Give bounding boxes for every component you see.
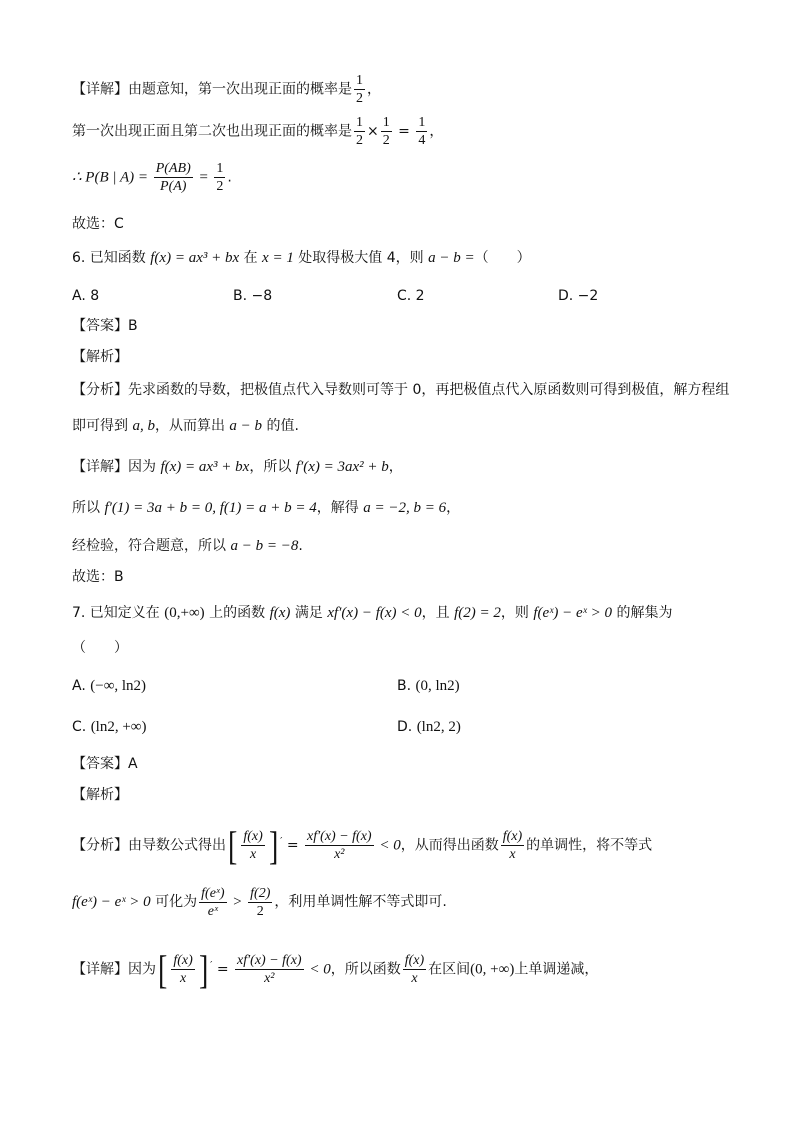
bracket-right: ]	[198, 946, 209, 992]
answer-tag: 【答案】	[72, 318, 128, 334]
text: ，则	[500, 605, 534, 621]
q7-analysis-heading: 【解析】	[72, 787, 128, 803]
formula: f(x)	[269, 605, 291, 621]
formula: (0,+∞)	[164, 605, 205, 621]
fraction: $\frac{1}{2}$	[356, 115, 363, 148]
text: 由导数公式得出	[128, 837, 226, 854]
text: 即可得到	[72, 418, 133, 434]
detail-line-3	[72, 160, 232, 195]
detail-tag: 【详解】	[72, 81, 128, 98]
text: 的单调性，将不等式	[526, 837, 653, 854]
fraction: $\frac{f(x)}{x}$	[502, 829, 523, 863]
q6-detail-line-2	[72, 498, 460, 518]
formula: f(2) = 2	[454, 605, 501, 621]
fraction: $\frac{f(x)}{x}$	[404, 953, 425, 987]
bracket-left: [	[227, 822, 238, 868]
formula: f(x) = ax³ + bx	[160, 459, 250, 475]
q6-answer	[72, 316, 138, 336]
q6-fenxi-line-2	[72, 416, 299, 436]
formula: a − b = −8	[230, 538, 299, 554]
fraction: $\frac{P(AB)}{P(A)}$	[155, 161, 191, 194]
formula: (0, +∞)	[470, 961, 515, 978]
text: ，利用单调性解不等式即可.	[274, 894, 447, 910]
text: ，所以函数	[330, 961, 401, 978]
bracket-left: [	[157, 946, 168, 992]
punct: ，	[429, 123, 444, 140]
text: ，解得	[316, 500, 364, 516]
punct: .	[227, 169, 232, 186]
text: ，且	[421, 605, 455, 621]
text: ，	[446, 500, 461, 516]
q7-detail-line-1	[72, 944, 598, 992]
choice-line: 故选：C	[72, 216, 124, 232]
formula: a = −2, b = 6	[363, 500, 447, 516]
formula: < 0	[305, 961, 331, 978]
detail-tag: 【详解】	[72, 459, 128, 475]
answer-value: B	[128, 318, 138, 334]
formula: f′(1) = 3a + b = 0, f(1) = a + b = 4	[104, 500, 317, 516]
formula: ∴ P(B | A) =	[72, 169, 152, 186]
q7-fenxi-line-1	[72, 820, 652, 868]
text: 由题意知，第一次出现正面的概率是	[128, 81, 352, 98]
question-7-stem	[72, 603, 672, 623]
fraction: $\frac{1}{4}$	[418, 115, 426, 148]
text: 在	[239, 250, 263, 266]
q7-fenxi-line-2	[72, 882, 447, 922]
text: 上的函数	[204, 605, 270, 621]
text: .	[298, 538, 303, 554]
q6-analysis-heading: 【解析】	[72, 349, 128, 365]
equals: =	[282, 837, 304, 854]
text: ，所以	[249, 459, 296, 475]
q6-option-c: C. 2	[397, 288, 425, 304]
text: 第一次出现正面且第二次也出现正面的概率是	[72, 123, 352, 140]
bracket-right: ]	[268, 822, 279, 868]
prime: ′	[280, 836, 283, 847]
fenxi-tag: 【分析】	[72, 382, 128, 398]
formula: >	[228, 894, 247, 910]
text: 可化为	[150, 894, 198, 910]
formula: f(eˣ) − eˣ > 0	[533, 605, 613, 621]
formula: a − b	[229, 418, 263, 434]
fraction: $\frac{f(x)}{x}$	[243, 829, 263, 863]
q6-detail-line-3	[72, 536, 303, 556]
q7-option-d: D. (ln2, 2)	[397, 719, 461, 735]
text: 因为	[128, 961, 156, 978]
detail-line-2: 第一次出现正面且第二次也出现正面的概率是 $\frac{1}{2}$ × $\frac{1}{2}$ = $\frac{1}{4}$ ，	[72, 115, 444, 148]
q7-option-c: C. (ln2, +∞)	[72, 719, 147, 735]
formula: < 0	[375, 837, 401, 854]
fraction: $\frac{\text{f(eˣ)}}{\text{eˣ}}$	[201, 885, 225, 919]
text: 在区间	[428, 961, 471, 978]
answer-tag: 【答案】	[72, 756, 128, 772]
text: 处取得极大值 4，则	[293, 250, 429, 266]
punct: ，	[367, 81, 381, 98]
formula: a, b	[132, 418, 155, 434]
text: 的值.	[262, 418, 299, 434]
text: 先求函数的导数，把极值点代入导数则可等于 0，再把极值点代入原函数则可得到极值，解方程组	[128, 382, 730, 398]
question-7-paren: （ ）	[72, 640, 128, 656]
q6-choice: 故选：B	[72, 569, 124, 585]
formula: f(x) = ax³ + bx	[150, 250, 240, 266]
formula: xf′(x) − f(x) < 0	[327, 605, 422, 621]
equals: =	[212, 961, 234, 978]
fraction: $\frac{f(x)}{x}$	[173, 953, 193, 987]
fraction: $\frac{f(2)}{2}$	[250, 885, 271, 919]
q6-option-b: B. −8	[233, 288, 273, 304]
question-6-stem	[72, 248, 531, 268]
fraction: $\frac{1}{2}$	[216, 161, 224, 194]
q6-fenxi-line-1	[72, 380, 729, 400]
text: ，	[388, 459, 403, 475]
text: 满足	[290, 605, 328, 621]
prime: ′	[210, 960, 213, 971]
formula: x = 1	[262, 250, 294, 266]
text: 所以	[72, 500, 105, 516]
q6-detail-line-1	[72, 457, 403, 477]
text: 因为	[128, 459, 161, 475]
fraction: $\frac{xf'(x) - f(x)}{\text{x²}}$	[307, 829, 372, 863]
equals: =	[194, 169, 213, 186]
text: 的解集为	[612, 605, 673, 621]
text: 7. 已知定义在	[72, 605, 165, 621]
formula: f(eˣ) − eˣ > 0	[72, 894, 151, 910]
q6-option-d: D. −2	[558, 288, 599, 304]
text: ，从而算出	[154, 418, 230, 434]
detail-line-1	[72, 72, 381, 107]
text: 上单调递减，	[514, 961, 599, 978]
formula: f′(x) = 3ax² + b	[295, 459, 389, 475]
fraction: $\frac{1}{2}$	[356, 73, 363, 106]
q7-option-a: A. (−∞, ln2)	[72, 678, 147, 694]
fraction: $\frac{1}{2}$	[382, 115, 390, 148]
detail-tag: 【详解】	[72, 961, 128, 978]
text: （ ）	[474, 250, 531, 266]
fenxi-tag: 【分析】	[72, 837, 128, 854]
q7-option-b: B. (0, ln2)	[397, 678, 460, 694]
fraction: $\frac{xf'(x) - f(x)}{\text{x²}}$	[237, 953, 302, 987]
text: 经检验，符合题意，所以	[72, 538, 231, 554]
q6-option-a: A. 8	[72, 288, 100, 304]
answer-value: A	[128, 756, 138, 772]
text: ，从而得出函数	[400, 837, 499, 854]
text: 6. 已知函数	[72, 250, 151, 266]
formula: a − b =	[428, 250, 475, 266]
q7-answer	[72, 754, 138, 774]
